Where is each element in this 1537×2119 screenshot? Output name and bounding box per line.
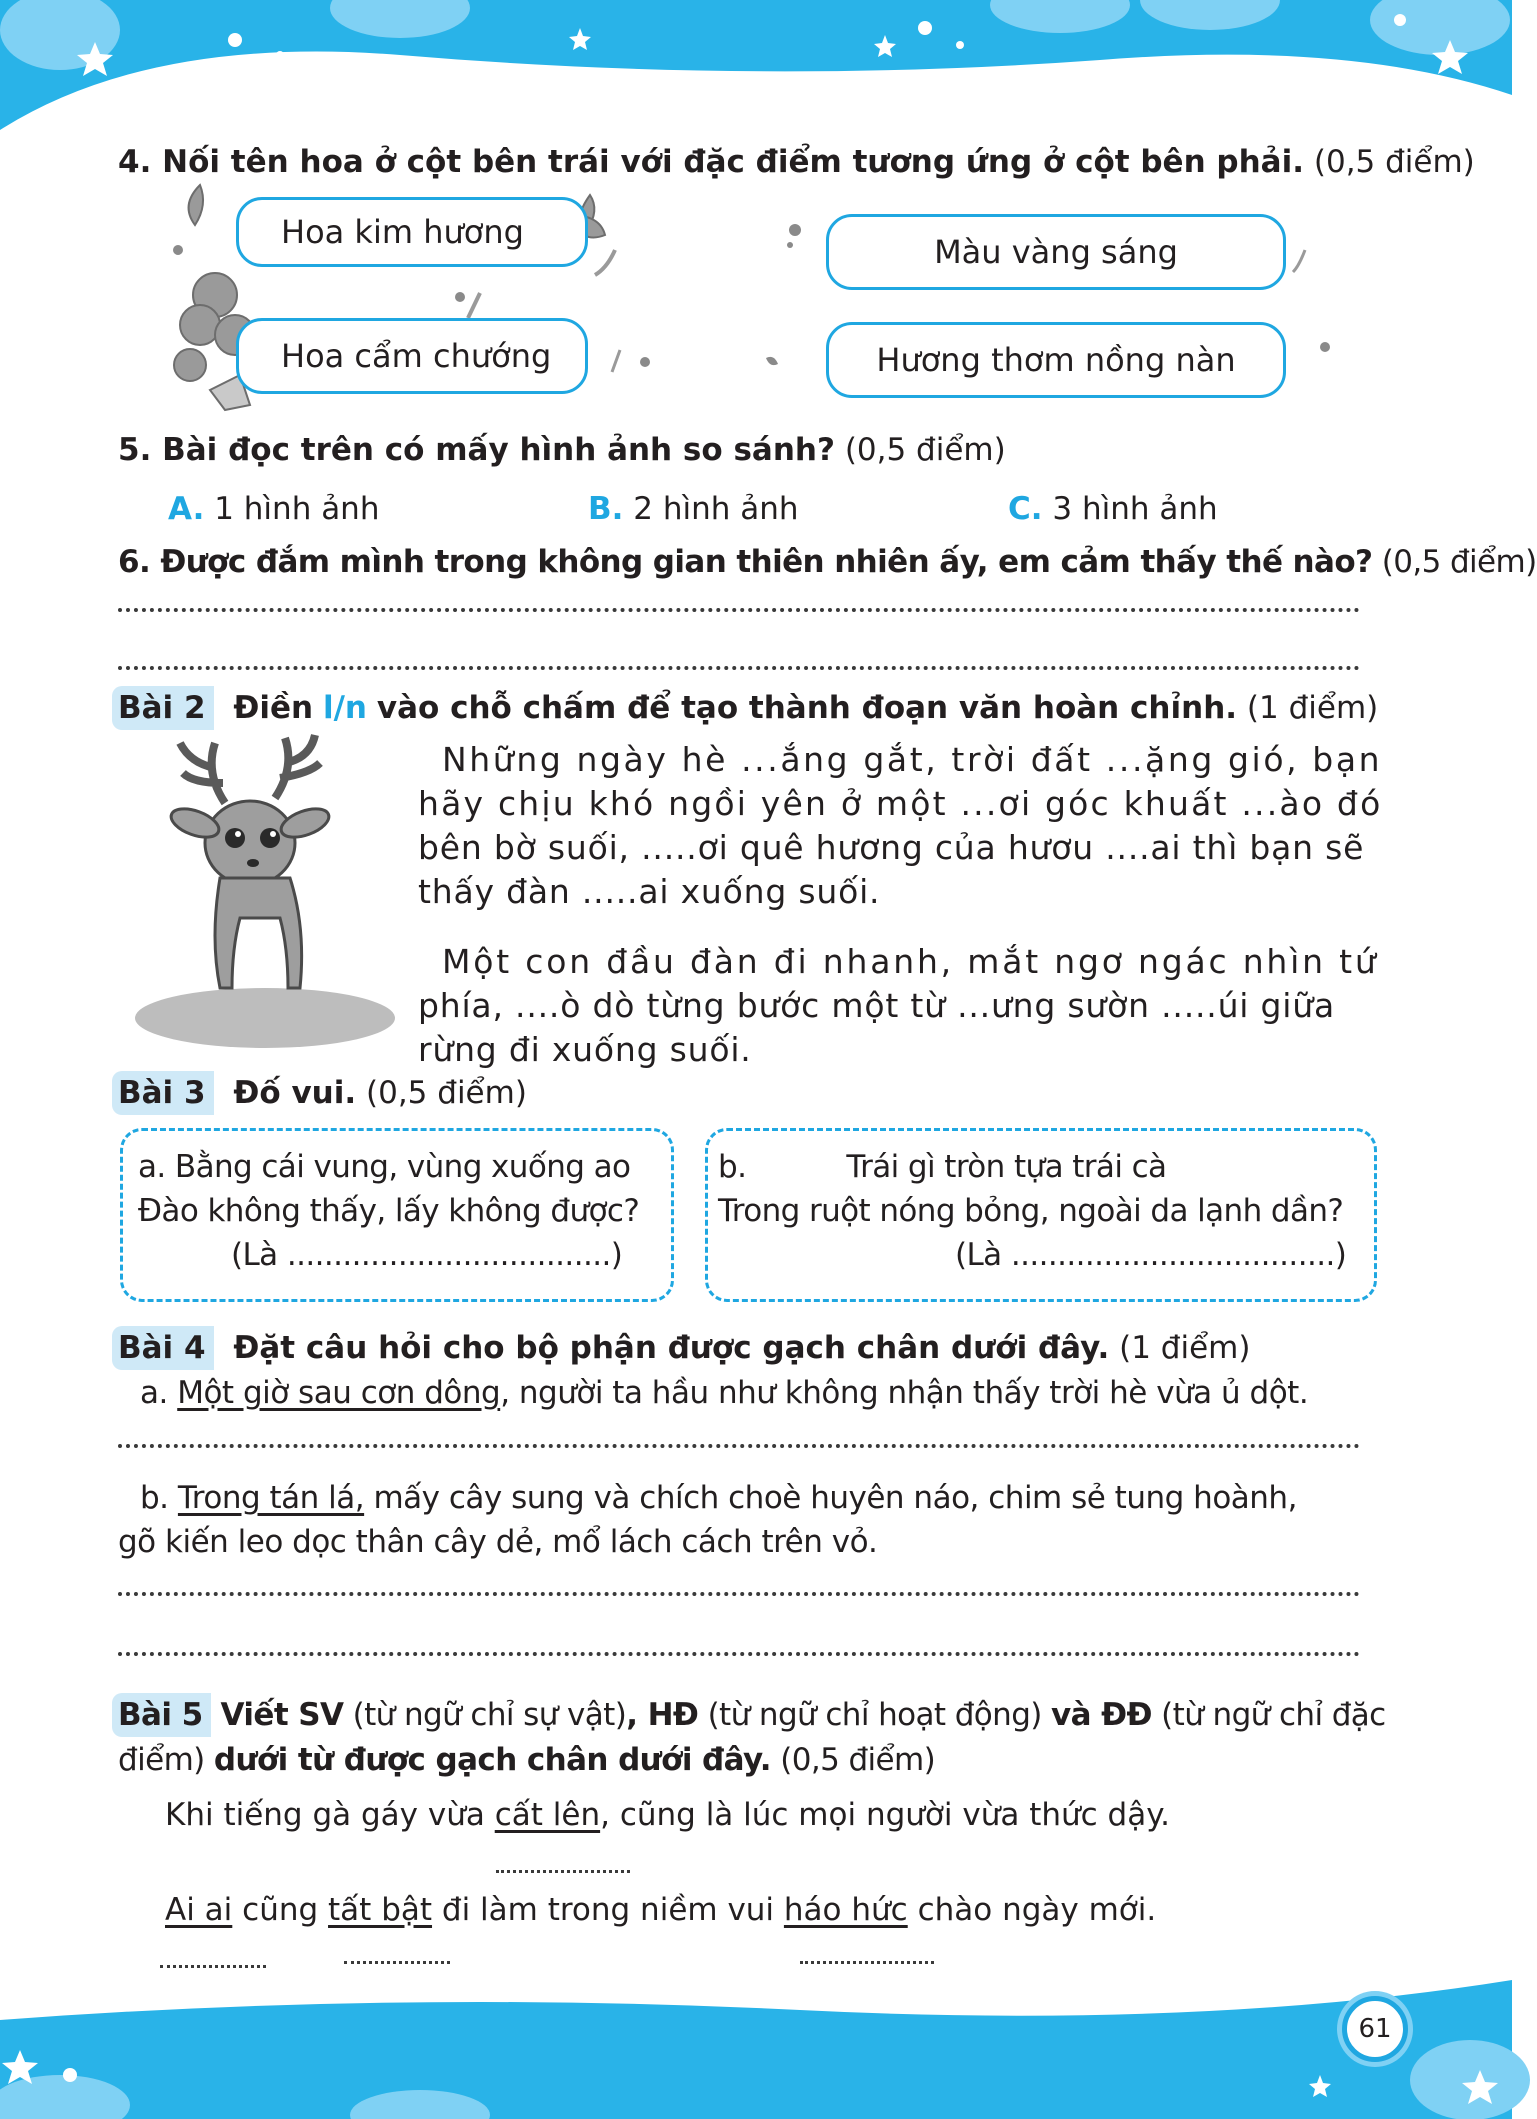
q6-answer-line-2[interactable]: [118, 666, 1360, 670]
bai5-blank-hao-huc[interactable]: [800, 1961, 934, 1964]
riddle-a: a. Bằng cái vung, vùng xuống ao Đào không thấy, lấy không được? (Là ...................................): [138, 1145, 639, 1277]
bai4-b-answer-line-1[interactable]: [118, 1592, 1360, 1596]
bai5-sentence-1: Khi tiếng gà gáy vừa cất lên, cũng là lúc mọi người vừa thức dậy.: [165, 1797, 1170, 1833]
flower-name-cam-chuong[interactable]: Hoa cẩm chướng: [236, 318, 588, 394]
q6-label: 6. Được đắm mình trong không gian thiên nhiên ấy, em cảm thấy thế nào?: [118, 544, 1373, 580]
bai5-blank-tat-bat[interactable]: [344, 1961, 450, 1964]
bai2-heading: Bài 2 Điền l/n vào chỗ chấm để tạo thành đoạn văn hoàn chỉnh. (1 điểm): [112, 686, 1378, 730]
q5-label: 5. Bài đọc trên có mấy hình ảnh so sánh?: [118, 432, 835, 468]
bai5-heading-line2: điểm) dưới từ được gạch chân dưới đây. (0,5 điểm): [118, 1742, 936, 1778]
decoration-dots: [560, 200, 1340, 380]
bai5-sentence-2: Ai ai cũng tất bật đi làm trong niềm vui háo hức chào ngày mới.: [165, 1892, 1157, 1928]
riddle-a-answer[interactable]: (Là ...................................): [231, 1237, 623, 1273]
q5-heading: [118, 428, 1006, 472]
bai4-badge: Bài 4: [112, 1326, 214, 1370]
page-number-badge: [1342, 1996, 1408, 2062]
bai4-sentence-a: a. Một giờ sau cơn dông, người ta hầu như không nhận thấy trời hè vừa ủ dột.: [140, 1375, 1309, 1411]
q4-label: 4. Nối tên hoa ở cột bên trái với đặc điểm tương ứng ở cột bên phải.: [118, 144, 1305, 180]
trait-mau-vang-sang[interactable]: Màu vàng sáng: [826, 214, 1286, 290]
bai2-highlight: l/n: [322, 690, 367, 726]
q6-heading: [118, 540, 1537, 584]
bai2-paragraph-2: [418, 940, 1379, 1072]
flower-name-kim-huong[interactable]: Hoa kim hương: [236, 197, 588, 267]
bai5-blank-ai-ai[interactable]: [160, 1965, 266, 1968]
riddle-b: b. Trái gì tròn tựa trái cà Trong ruột nóng bỏng, ngoài da lạnh dần? (Là ...................................): [718, 1145, 1346, 1277]
bai2-line: Những ngày hè ...ắng gắt, trời đất ...ặng gió, bạn: [442, 740, 1383, 779]
bai4-sentence-b: b. Trong tán lá, mấy cây sung và chích choè huyên náo, chim sẻ tung hoành,: [140, 1480, 1297, 1516]
riddle-b-answer[interactable]: (Là ...................................): [955, 1237, 1347, 1273]
bai2-line: phía, ....ò dò từng bước một từ ...ưng sườn .....úi giữa: [418, 986, 1336, 1025]
bai2-badge: Bài 2: [112, 686, 214, 730]
bai4-a-answer-line[interactable]: [118, 1444, 1360, 1448]
deer-illustration: [135, 728, 405, 1058]
bai5-heading: Bài 5 Viết SV (từ ngữ chỉ sự vật), HĐ (từ ngữ chỉ hoạt động) và ĐĐ (từ ngữ chỉ đặc: [112, 1693, 1386, 1737]
top-banner: [0, 0, 1512, 150]
bai2-line: Một con đầu đàn đi nhanh, mắt ngơ ngác nhìn tứ: [442, 942, 1379, 981]
bai4-sentence-b-line2: gõ kiến leo dọc thân cây dẻ, mổ lách cách trên vỏ.: [118, 1524, 878, 1560]
trait-huong-thom-nong-nan[interactable]: Hương thơm nồng nàn: [826, 322, 1286, 398]
bai2-line: hãy chịu khó ngồi yên ở một ...ơi góc khuất ...ào đó: [418, 784, 1383, 823]
bai2-line: thấy đàn .....ai xuống suối.: [418, 872, 881, 911]
bai4-b-answer-line-2[interactable]: [118, 1652, 1360, 1656]
bai3-badge: Bài 3: [112, 1071, 214, 1115]
q6-points: (0,5 điểm): [1381, 544, 1537, 580]
bai3-heading: Bài 3 Đố vui. (0,5 điểm): [112, 1071, 527, 1115]
bai2-paragraph-1: [418, 738, 1383, 914]
bai2-line: bên bờ suối, .....ơi quê hương của hươu ....ai thì bạn sẽ: [418, 828, 1365, 867]
bai4-heading: Bài 4 Đặt câu hỏi cho bộ phận được gạch chân dưới đây. (1 điểm): [112, 1326, 1250, 1370]
q6-answer-line-1[interactable]: [118, 608, 1360, 612]
q5-option-c[interactable]: C. 3 hình ảnh: [1008, 491, 1218, 527]
bai2-line: rừng đi xuống suối.: [418, 1030, 752, 1069]
q4-points: (0,5 điểm): [1313, 144, 1475, 180]
bottom-banner: [0, 1980, 1512, 2119]
bai5-badge: Bài 5: [112, 1693, 211, 1737]
bai5-blank-cat-len[interactable]: [496, 1870, 630, 1873]
q5-option-b[interactable]: B. 2 hình ảnh: [588, 491, 799, 527]
page-number: 61: [1358, 2014, 1392, 2044]
q5-points: (0,5 điểm): [844, 432, 1006, 468]
q5-option-a[interactable]: A. 1 hình ảnh: [168, 491, 380, 527]
